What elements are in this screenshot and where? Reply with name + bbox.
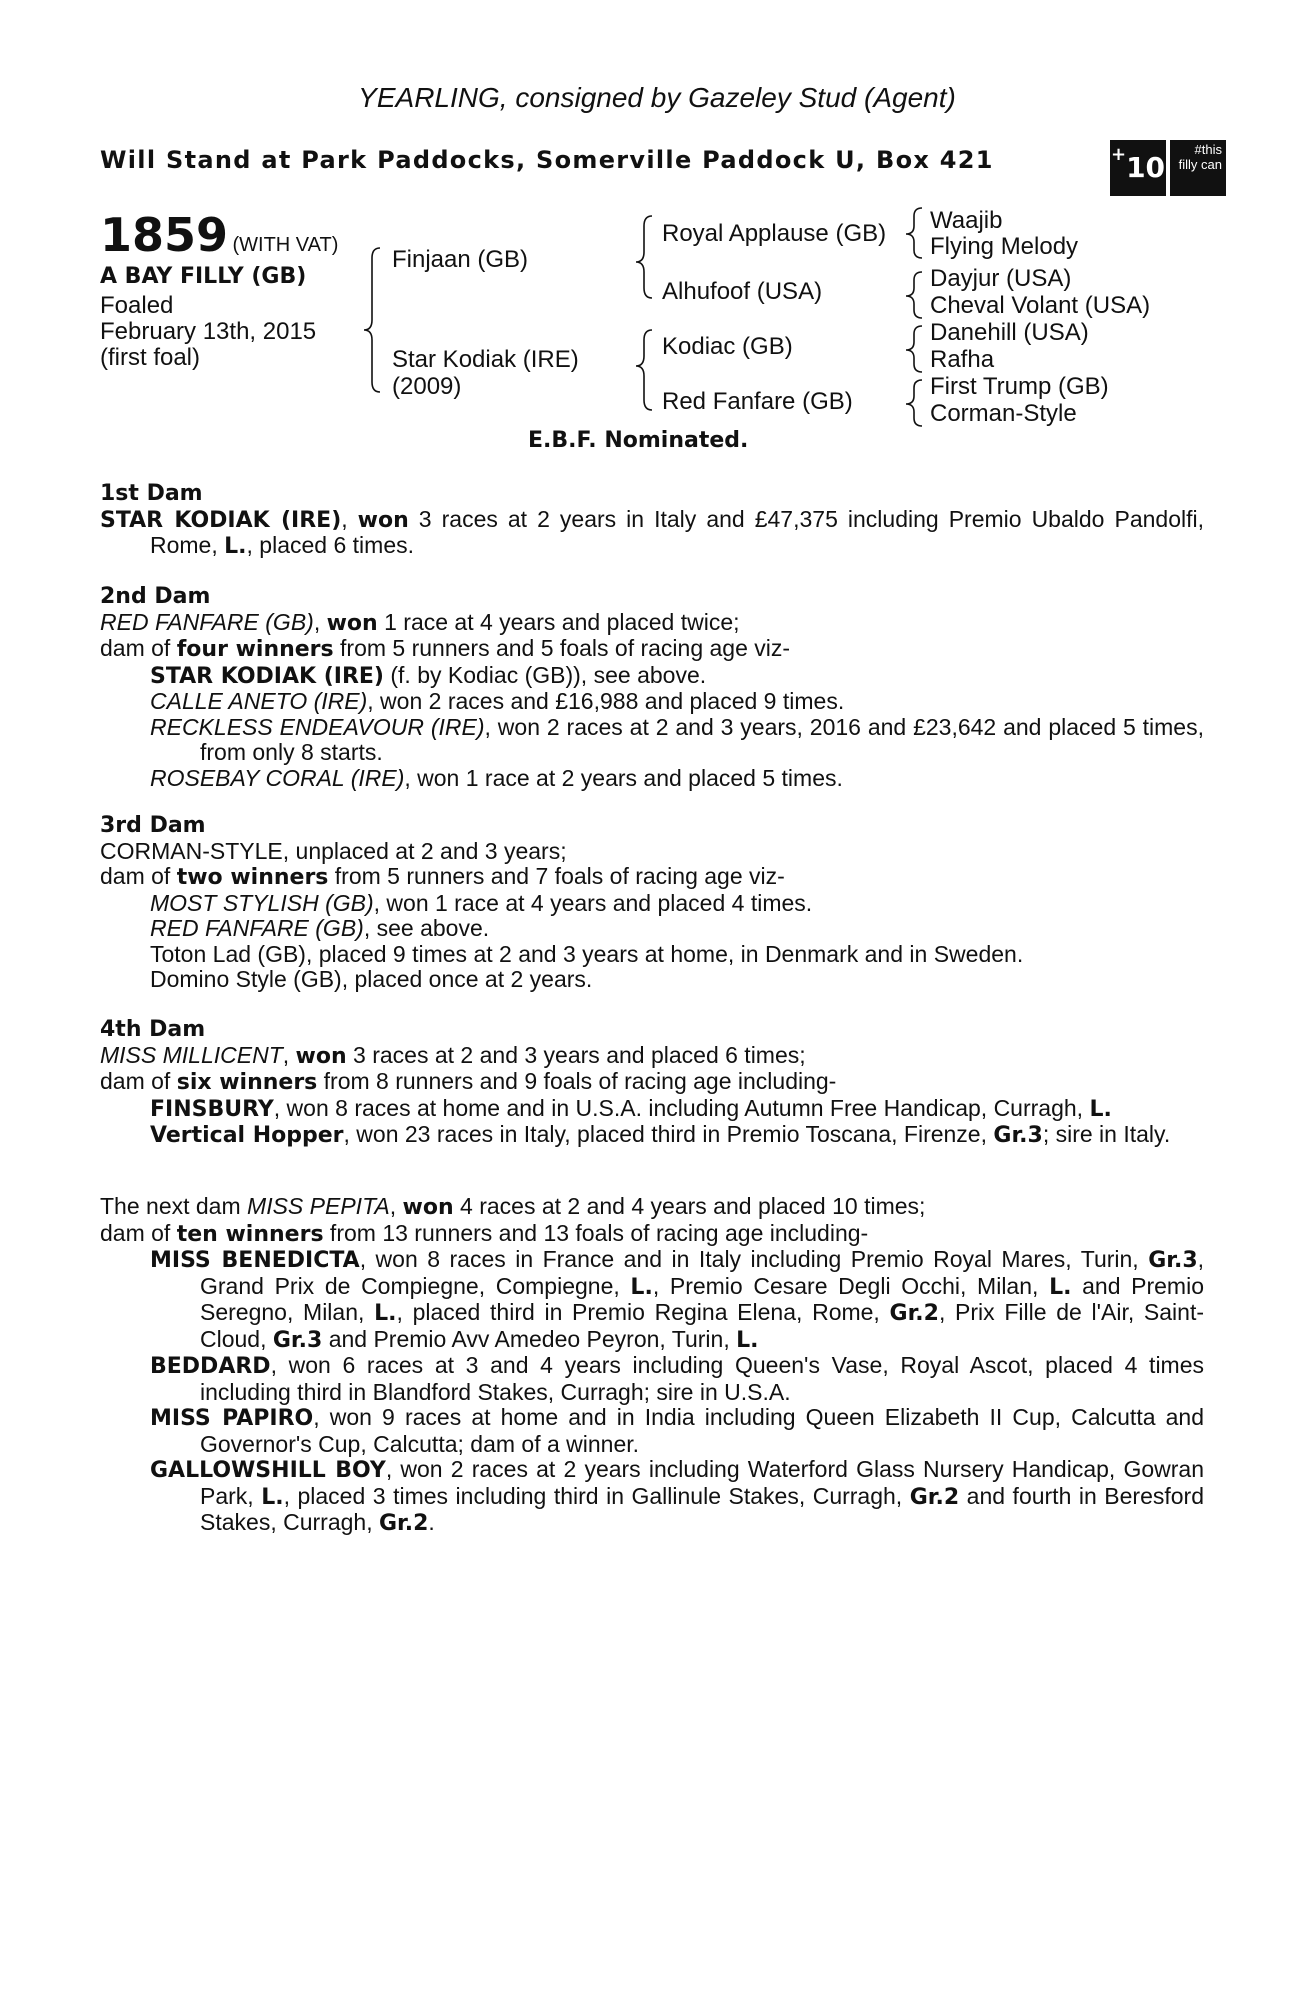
pedigree-sire: Finjaan (GB) (392, 246, 529, 273)
brace-ss (906, 208, 922, 258)
pedigree-ds: Kodiac (GB) (662, 333, 793, 360)
fourth-dam-section (100, 1016, 1204, 1149)
progeny-item: Domino Style (GB), placed once at 2 years. (150, 966, 593, 992)
next-dam-section (100, 1194, 1204, 1537)
progeny-item: MISS PAPIRO, won 9 races at home and in India including Queen Elizabeth II Cup, Calcutta and Governor's Cup, Calcutta; dam of a winner. (150, 1404, 1204, 1457)
second-dam-line2: dam of four winners from 5 runners and 5 foals of racing age viz- (100, 635, 791, 662)
second-dam-section (100, 583, 1204, 791)
pedigree-sds: Dayjur (USA) (930, 265, 1072, 292)
progeny-item: MOST STYLISH (GB), won 1 race at 4 years and placed 4 times. (150, 889, 813, 916)
first-dam-heading: 1st Dam (100, 481, 203, 506)
fourth-dam-line2: dam of six winners from 8 runners and 9 foals of racing age including- (100, 1068, 837, 1095)
ebf-nominated: E.B.F. Nominated. (528, 428, 749, 453)
pedigree-sdd: Cheval Volant (USA) (930, 292, 1151, 319)
brace-sire-dam (364, 248, 380, 392)
brace-dd (906, 380, 922, 426)
pedigree-dd: Red Fanfare (GB) (662, 388, 853, 415)
first-dam-text: STAR KODIAK (IRE), won 3 races at 2 years in Italy and £47,375 including Premio Ubaldo Pandolfi, Rome, L., placed 6 times. (100, 505, 1204, 559)
this-filly-can-badge: #this filly can (1170, 140, 1226, 196)
next-dam-line1: The next dam MISS PEPITA, won 4 races at 2 and 4 years and placed 10 times; (100, 1193, 926, 1220)
fourth-dam-heading: 4th Dam (100, 1017, 206, 1042)
pedigree-sd: Alhufoof (USA) (662, 278, 823, 305)
progeny-item: Toton Lad (GB), placed 9 times at 2 and 3 years at home, in Denmark and in Sweden. (150, 940, 1024, 967)
progeny-item: FINSBURY, won 8 races at home and in U.S.A. including Autumn Free Handicap, Curragh, L. (150, 1094, 1112, 1122)
third-dam-line2: dam of two winners from 5 runners and 7 foals of racing age viz- (100, 863, 785, 890)
foaled-date: February 13th, 2015 (100, 318, 317, 345)
lot-title: A BAY FILLY (GB) (100, 264, 307, 289)
first-dam-section (100, 480, 1204, 560)
pedigree-ss: Royal Applause (GB) (662, 220, 887, 247)
third-dam-section (100, 812, 1204, 993)
foaled-label: Foaled (100, 292, 174, 319)
third-dam-heading: 3rd Dam (100, 813, 206, 838)
brace-sire (636, 216, 652, 298)
vat-note: (WITH VAT) (232, 234, 339, 256)
second-dam-line1: RED FANFARE (GB), won 1 race at 4 years and placed twice; (100, 608, 740, 636)
progeny-item: GALLOWSHILL BOY, won 2 races at 2 years including Waterford Glass Nursery Handicap, Gowran Park, L., placed 3 times including third in Gallinule Stakes, Curragh, Gr.2 and fourth in Beresford Stakes, Curragh, Gr.2. (150, 1456, 1204, 1536)
stand-location: Will Stand at Park Paddocks, Somerville Paddock U, Box 421 (100, 146, 994, 174)
pedigree-braces (0, 0, 1314, 450)
pedigree-dam: Star Kodiak (IRE) (392, 346, 579, 373)
second-dam-heading: 2nd Dam (100, 584, 211, 609)
progeny-item: RECKLESS ENDEAVOUR (IRE), won 2 races at 2 and 3 years, 2016 and £23,642 and placed 5 times, from only 8 starts. (150, 713, 1204, 765)
fourth-dam-line1: MISS MILLICENT, won 3 races at 2 and 3 years and placed 6 times; (100, 1041, 806, 1069)
third-dam-line1: CORMAN-STYLE, unplaced at 2 and 3 years; (100, 837, 567, 864)
consignment-heading: YEARLING, consigned by Gazeley Stud (Agent) (358, 82, 956, 113)
pedigree-dss: Danehill (USA) (930, 319, 1089, 346)
brace-sd (906, 272, 922, 318)
pedigree-dds: First Trump (GB) (930, 373, 1109, 400)
progeny-item: CALLE ANETO (IRE), won 2 races and £16,988 and placed 9 times. (150, 688, 845, 714)
pedigree-dam-year: (2009) (392, 373, 462, 400)
lot-number: 1859 (100, 208, 229, 262)
pedigree-ssd: Flying Melody (930, 233, 1079, 260)
plus-ten-badge: +10 (1110, 140, 1166, 196)
pedigree-sss: Waajib (930, 207, 1003, 234)
progeny-item: BEDDARD, won 6 races at 3 and 4 years including Queen's Vase, Royal Ascot, placed 4 times including third in Blandford Stakes, Curragh; sire in U.S.A. (150, 1352, 1204, 1405)
pedigree-dsd: Rafha (930, 346, 995, 373)
progeny-item: STAR KODIAK (IRE) (f. by Kodiac (GB)), see above. (150, 661, 707, 689)
brace-ds (906, 326, 922, 372)
progeny-item: RED FANFARE (GB), see above. (150, 915, 490, 941)
brace-dam (636, 330, 652, 410)
progeny-item: Vertical Hopper, won 23 races in Italy, placed third in Premio Toscana, Firenze, Gr.3; sire in Italy. (150, 1121, 1171, 1148)
pedigree-ddd: Corman-Style (930, 400, 1077, 427)
progeny-item: ROSEBAY CORAL (IRE), won 1 race at 2 years and placed 5 times. (150, 764, 843, 791)
next-dam-line2: dam of ten winners from 13 runners and 13 foals of racing age including- (100, 1219, 869, 1247)
first-foal-note: (first foal) (100, 344, 201, 371)
progeny-item: MISS BENEDICTA, won 8 races in France and in Italy including Premio Royal Mares, Turin, Gr.3, Grand Prix de Compiegne, Compiegne, L., Premio Cesare Degli Occhi, Milan, L. and Premio Seregno, Milan, L., placed third in Premio Regina Elena, Rome, Gr.2, Prix Fille de l'Air, Saint-Cloud, Gr.3 and Premio Avv Amedeo Peyron, Turin, L. (150, 1246, 1205, 1353)
